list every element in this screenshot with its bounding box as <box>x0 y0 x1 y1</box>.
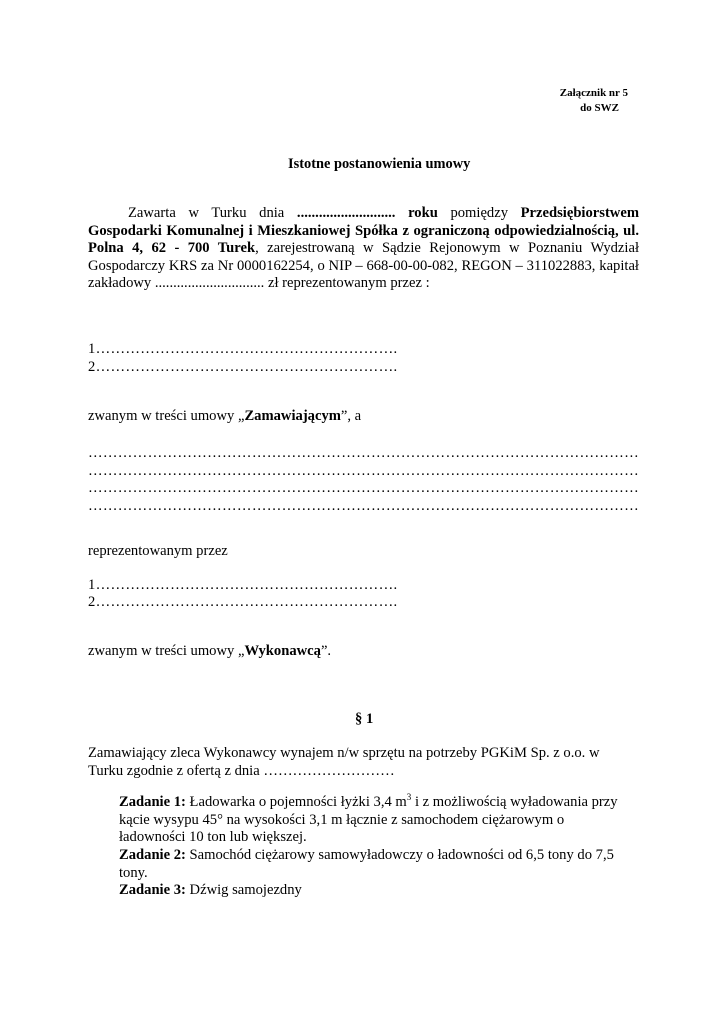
superscript: 3 <box>406 792 412 802</box>
represented-by-label: reprezentowanym przez <box>88 543 228 559</box>
company-name: Przedsiębiorstwem <box>520 205 639 221</box>
section-1-paragraph-line-1: Zamawiający zleca Wykonawcy wynajem n/w sprzętu na potrzeby PGKiM Sp. z o.o. w <box>88 745 600 761</box>
contractor-line-3: ………………………………………………………………………………………………… <box>88 480 640 496</box>
representative-line-1: 1……………………………………………………. <box>88 577 398 593</box>
contractor-line-4: ………………………………………………………………………………………………… <box>88 498 640 514</box>
intro-registry: Gospodarczy KRS za Nr 0000162254, o NIP – 668-00-00-082, REGON – 311022883, kapitał <box>88 257 639 274</box>
intro-text: Zawarta w Turku dnia <box>128 205 297 221</box>
definition-text: ”. <box>320 643 332 659</box>
wykonawca-term: Wykonawcą <box>244 643 321 659</box>
representative-line-1: 1……………………………………………………. <box>88 341 398 357</box>
task-2 <box>119 847 639 882</box>
intro-text: , zarejestrowaną w Sądzie Rejonowym w Poznaniu Wydział <box>255 240 639 257</box>
task-2-label: Zadanie 2: <box>119 847 186 863</box>
intro-capital: zakładowy .............................. zł reprezentowanym przez : <box>88 275 430 292</box>
task-text: i z możliwością wyładowania przy <box>411 794 618 810</box>
section-1-heading: § 1 <box>355 711 374 727</box>
task-2-line-2: tony. <box>119 864 148 881</box>
task-1-line-1 <box>119 794 639 812</box>
task-1-line-3: ładowności 10 ton lub większej. <box>119 829 307 846</box>
annex-number: Załącznik nr 5 <box>559 87 628 99</box>
intro-line-3 <box>88 240 639 258</box>
definition-text: zwanym w treści umowy „ <box>88 643 245 659</box>
intro-line-1 <box>88 205 639 223</box>
document-title: Istotne postanowienia umowy <box>288 156 471 172</box>
zamawiajacy-definition <box>88 408 361 426</box>
task-3-line-1 <box>119 882 639 900</box>
task-2-line-1 <box>119 847 639 865</box>
company-address: Polna 4, 62 - 700 Turek <box>88 240 256 257</box>
contractor-line-1: ………………………………………………………………………………………………… <box>88 445 640 461</box>
intro-text: pomiędzy <box>437 205 521 221</box>
annex-ref: do SWZ <box>580 102 619 114</box>
section-1-paragraph-line-2: Turku zgodnie z ofertą z dnia ……………………… <box>88 763 395 779</box>
task-1-line-2: kącie wysypu 45° na wysokości 3,1 m łącznie z samochodem ciężarowym o <box>119 811 565 828</box>
task-1-label: Zadanie 1: <box>119 794 186 810</box>
task-text: Dźwig samojezdny <box>185 882 302 898</box>
annex-label <box>560 86 628 116</box>
representative-line-2: 2……………………………………………………. <box>88 594 398 610</box>
task-text: Ładowarka o pojemności łyżki 3,4 m <box>185 794 407 810</box>
task-3 <box>119 882 639 900</box>
task-3-label: Zadanie 3: <box>119 882 186 898</box>
definition-text: zwanym w treści umowy „ <box>88 408 245 424</box>
wykonawca-definition <box>88 643 331 661</box>
company-name-cont: Gospodarki Komunalnej i Mieszkaniowej Spółka z ograniczoną odpowiedzialnością, ul. <box>88 222 639 239</box>
contractor-line-2: ………………………………………………………………………………………………… <box>88 463 640 479</box>
task-1 <box>119 794 639 847</box>
zamawiajacy-term: Zamawiającym <box>244 408 341 424</box>
task-text: Samochód ciężarowy samowyładowczy o ładowności od 6,5 tony do 7,5 <box>185 847 614 863</box>
definition-text: ”, a <box>340 408 362 424</box>
intro-paragraph <box>88 205 639 293</box>
contract-date-field: ........................... roku <box>296 205 438 221</box>
representative-line-2: 2……………………………………………………. <box>88 359 398 375</box>
